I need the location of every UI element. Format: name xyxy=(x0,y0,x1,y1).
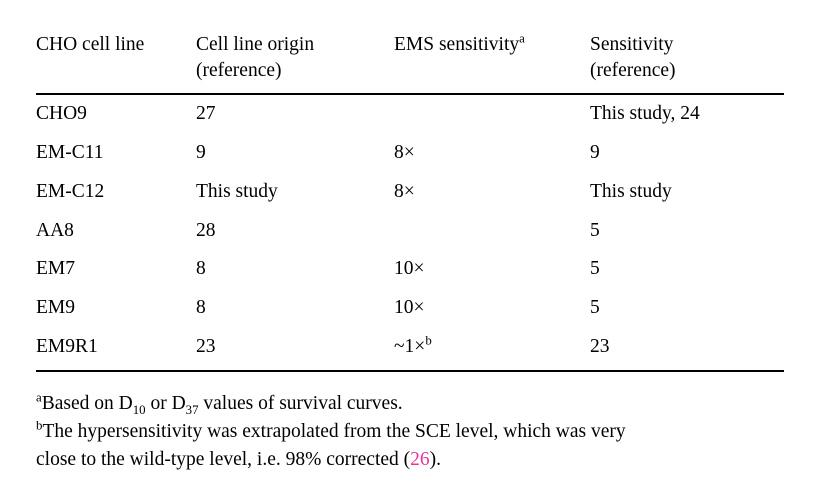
cell-ems-sensitivity xyxy=(394,328,590,371)
table-row xyxy=(36,328,784,371)
column-header-line1: CHO cell line xyxy=(36,34,145,55)
footnote-b xyxy=(36,418,796,473)
table-row xyxy=(36,250,784,289)
cell-sensitivity: This study xyxy=(590,180,672,202)
footnote-marker-b: b xyxy=(425,333,432,348)
cell-cho-cell-line: CHO9 xyxy=(36,103,87,125)
cell-sensitivity: This study, 24 xyxy=(590,103,700,125)
cell-cell-line-origin: 27 xyxy=(196,103,216,125)
cell-sensitivity: 5 xyxy=(590,219,600,241)
column-header-line1: Sensitivity xyxy=(590,34,674,55)
column-header-line1: EMS sensitivity xyxy=(394,34,520,55)
cell-ems-sensitivity xyxy=(394,212,590,251)
cell-ems-sensitivity xyxy=(394,94,590,134)
cell-ems-sensitivity: 10× xyxy=(394,297,425,319)
column-header-sensitivity xyxy=(590,30,784,94)
column-header-line1: Cell line origin xyxy=(196,34,315,55)
footnote-a xyxy=(36,390,796,418)
table-row xyxy=(36,212,784,251)
table-body xyxy=(36,94,784,370)
footnote-a-text2: or D xyxy=(145,392,186,414)
footnote-a-text1: Based on D xyxy=(41,392,133,414)
footnote-a-sub2: 37 xyxy=(185,402,199,417)
cell-cell-line-origin: This study xyxy=(196,180,278,202)
column-header-ems-sensitivity xyxy=(394,30,590,94)
cell-ems-sensitivity: 10× xyxy=(394,258,425,280)
cell-cho-cell-line: AA8 xyxy=(36,219,74,241)
column-header-cho-cell-line xyxy=(36,30,196,94)
cell-cho-cell-line: EM-C12 xyxy=(36,180,105,202)
cell-cho-cell-line: EM7 xyxy=(36,258,75,280)
cell-cell-line-origin: 23 xyxy=(196,335,216,357)
table-header xyxy=(36,30,784,94)
footnotes xyxy=(36,390,796,474)
footnote-marker-b: b xyxy=(36,418,43,433)
table-row xyxy=(36,289,784,328)
cell-cho-cell-line: EM9R1 xyxy=(36,335,98,357)
table-row xyxy=(36,173,784,212)
cell-cell-line-origin: 8 xyxy=(196,258,206,280)
reference-link-26[interactable]: 26 xyxy=(410,448,430,470)
table-row xyxy=(36,134,784,173)
column-header-line2: (reference) xyxy=(196,59,282,81)
cell-cell-line-origin: 8 xyxy=(196,297,206,319)
cell-cell-line-origin: 9 xyxy=(196,142,206,164)
cell-ems-sensitivity: 8× xyxy=(394,142,415,164)
cho-cell-line-table xyxy=(36,30,784,372)
footnote-b-line1: The hypersensitivity was extrapolated from the SCE level, which was very xyxy=(42,421,626,443)
footnote-b-line2-post: ). xyxy=(429,448,442,470)
footnote-a-text3: values of survival curves. xyxy=(198,392,403,414)
cell-sensitivity: 5 xyxy=(590,297,600,319)
cell-ems-sensitivity: 8× xyxy=(394,180,415,202)
cell-sensitivity: 9 xyxy=(590,142,600,164)
column-header-cell-line-origin xyxy=(196,30,394,94)
footnote-marker-a: a xyxy=(36,390,42,405)
table-row xyxy=(36,94,784,134)
cell-sensitivity: 23 xyxy=(590,335,610,357)
cell-cho-cell-line: EM-C11 xyxy=(36,142,104,164)
footnote-b-line2-pre: close to the wild-type level, i.e. 98% corrected ( xyxy=(36,448,411,470)
cell-cho-cell-line: EM9 xyxy=(36,297,75,319)
cell-cell-line-origin: 28 xyxy=(196,219,216,241)
footnote-a-sub1: 10 xyxy=(132,402,146,417)
cell-value: ~1× xyxy=(394,335,426,357)
table-header-row xyxy=(36,30,784,94)
column-header-line2: (reference) xyxy=(590,59,676,81)
cell-sensitivity: 5 xyxy=(590,258,600,280)
footnote-marker-a: a xyxy=(519,31,525,46)
